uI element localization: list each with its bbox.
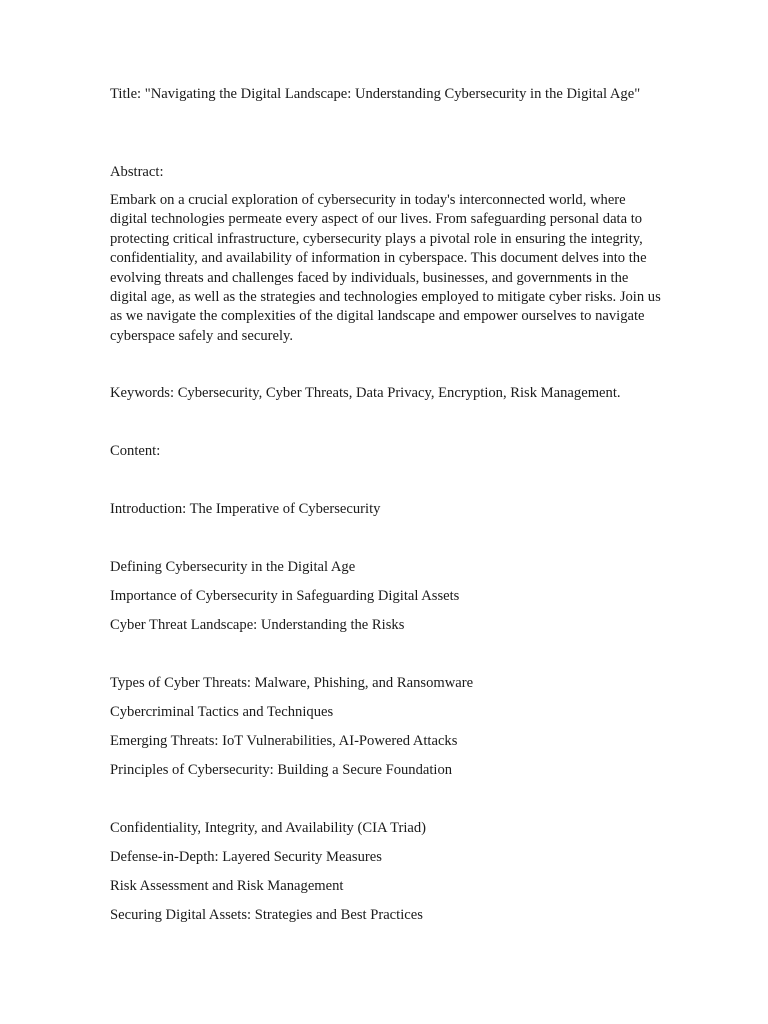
keywords-line: Keywords: Cybersecurity, Cyber Threats, Data Privacy, Encryption, Risk Management. xyxy=(110,385,621,401)
list-item: Importance of Cybersecurity in Safeguarding Digital Assets xyxy=(110,588,460,604)
list-item: Securing Digital Assets: Strategies and Best Practices xyxy=(110,907,423,923)
abstract-heading: Abstract: xyxy=(110,164,164,180)
list-item: Risk Assessment and Risk Management xyxy=(110,878,344,894)
list-item: Emerging Threats: IoT Vulnerabilities, AI-Powered Attacks xyxy=(110,733,458,749)
introduction-heading: Introduction: The Imperative of Cybersecurity xyxy=(110,501,381,517)
list-item: Principles of Cybersecurity: Building a Secure Foundation xyxy=(110,762,453,778)
document-title: Title: "Navigating the Digital Landscape: Understanding Cybersecurity in the Digital Age" xyxy=(110,86,641,102)
list-item: Cybercriminal Tactics and Techniques xyxy=(110,704,334,720)
list-item: Types of Cyber Threats: Malware, Phishing, and Ransomware xyxy=(110,675,474,691)
list-item: Defense-in-Depth: Layered Security Measures xyxy=(110,849,382,865)
list-item: Defining Cybersecurity in the Digital Age xyxy=(110,559,356,575)
abstract-body: Embark on a crucial exploration of cybersecurity in today's interconnected world, where digital technologies permeate every aspect of our lives. From safeguarding personal data to protecting critical infrastructure, cybersecurity plays a pivotal role in ensuring the integrity, confidentiality, and availability of information in cyberspace. This document delves into the evolving threats and challenges faced by individuals, businesses, and governments in the digital age, as well as the strategies and technologies employed to mitigate cyber risks. Join us as we navigate the complexities of the digital landscape and empower ourselves to navigate cyberspace safely and securely. xyxy=(110,192,661,344)
content-heading: Content: xyxy=(110,443,161,459)
list-item: Cyber Threat Landscape: Understanding the Risks xyxy=(110,617,405,633)
list-item: Confidentiality, Integrity, and Availability (CIA Triad) xyxy=(110,820,427,836)
